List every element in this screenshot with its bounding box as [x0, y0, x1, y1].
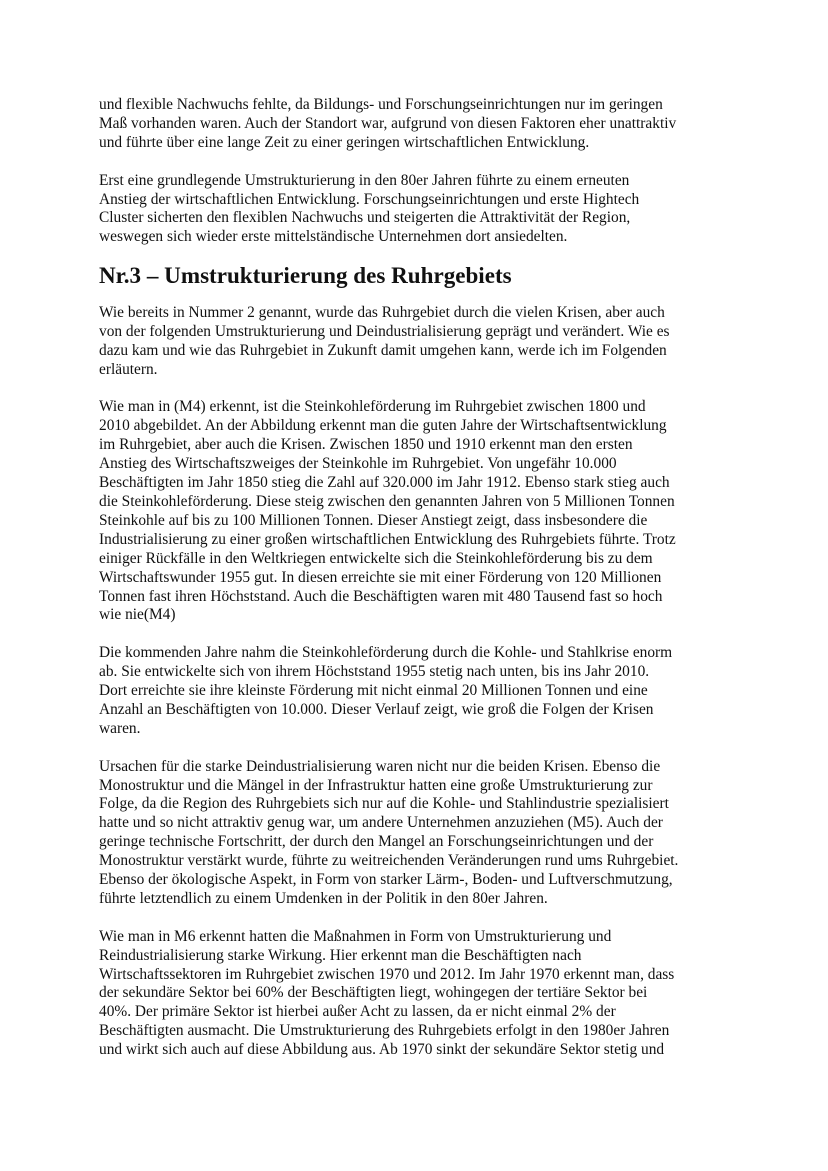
text-line: Cluster sicherten den flexiblen Nachwuchs und steigerten die Attraktivität der Region,	[99, 209, 631, 227]
text-line: Maß vorhanden waren. Auch der Standort war, aufgrund von diesen Faktoren eher unattraktiv	[99, 114, 677, 132]
text-line: 2010 abgebildet. An der Abbildung erkennt man die guten Jahre der Wirtschaftsentwicklung	[99, 417, 667, 435]
text-line: Dort erreichte sie ihre kleinste Förderung mit nicht einmal 20 Millionen Tonnen und eine	[99, 682, 648, 700]
paragraph-5	[99, 644, 739, 739]
text-line: Monostruktur und die Mängel in der Infrastruktur hatten eine große Umstrukturierung zur	[99, 776, 653, 794]
text-line: Anstieg der wirtschaftlichen Entwicklung. Forschungseinrichtungen und erste Hightech	[99, 190, 640, 208]
heading-text: Nr.3 – Umstrukturierung des Ruhrgebiets	[99, 262, 512, 289]
text-line: im Ruhrgebiet, aber auch die Krisen. Zwischen 1850 und 1910 erkennt man den ersten	[99, 436, 633, 454]
text-line: Industrialisierung zu einer großen wirtschaftlichen Entwicklung des Ruhrgebiets führte. Trotz	[99, 530, 676, 548]
paragraph-1	[99, 96, 739, 153]
text-line: führte letztendlich zu einem Umdenken in der Politik in den 80er Jahren.	[99, 889, 548, 907]
paragraph-6	[99, 758, 739, 909]
text-line: Wirtschaftssektoren im Ruhrgebiet zwischen 1970 und 2012. Im Jahr 1970 erkennt man, dass	[99, 965, 675, 983]
text-line: geringe technische Fortschritt, der durch den Mangel an Forschungseinrichtungen und der	[99, 833, 654, 851]
text-line: Beschäftigten ausmacht. Die Umstrukturierung des Ruhrgebiets erfolgt in den 1980er Jahren	[99, 1022, 670, 1040]
text-line: ab. Sie entwickelte sich von ihrem Höchststand 1955 stetig nach unten, bis ins Jahr 2010.	[99, 663, 650, 681]
paragraph-3	[99, 304, 739, 380]
text-line: von der folgenden Umstrukturierung und Deindustrialisierung geprägt und verändert. Wie es	[99, 322, 670, 340]
text-line: Wie bereits in Nummer 2 genannt, wurde das Ruhrgebiet durch die vielen Krisen, aber auch	[99, 303, 665, 321]
text-line: Erst eine grundlegende Umstrukturierung in den 80er Jahren führte zu einem erneuten	[99, 171, 630, 189]
text-line: und führte über eine lange Zeit zu einer geringen wirtschaftlichen Entwicklung.	[99, 133, 590, 151]
text-line: Anstieg des Wirtschaftszweiges der Steinkohle im Ruhrgebiet. Von ungefähr 10.000	[99, 455, 617, 473]
text-line: erläutern.	[99, 360, 158, 378]
text-line: Beschäftigten im Jahr 1850 stieg die Zahl auf 320.000 im Jahr 1912. Ebenso stark stieg auch	[99, 474, 670, 492]
text-line: waren.	[99, 719, 141, 737]
text-line: Reindustrialisierung starke Wirkung. Hier erkennt man die Beschäftigten nach	[99, 946, 582, 964]
paragraph-2	[99, 172, 739, 248]
text-line: einiger Rückfälle in den Weltkriegen entwickelte sich die Steinkohleförderung bis zu dem	[99, 549, 653, 567]
text-line: Die kommenden Jahre nahm die Steinkohleförderung durch die Kohle- und Stahlkrise enorm	[99, 644, 673, 662]
section-heading	[99, 262, 739, 289]
text-line: Folge, da die Region des Ruhrgebiets sich nur auf die Kohle- und Stahlindustrie spezialisiert	[99, 795, 669, 813]
text-line: weswegen sich wieder erste mittelständische Unternehmen dort ansiedelten.	[99, 228, 568, 246]
text-line: 40%. Der primäre Sektor ist hierbei außer Acht zu lassen, da er nicht einmal 2% der	[99, 1003, 616, 1021]
text-line: Wie man in (M4) erkennt, ist die Steinkohleförderung im Ruhrgebiet zwischen 1800 und	[99, 398, 646, 416]
text-line: Wie man in M6 erkennt hatten die Maßnahmen in Form von Umstrukturierung und	[99, 927, 612, 945]
paragraph-4	[99, 398, 739, 625]
text-line: wie nie(M4)	[99, 606, 176, 624]
text-line: hatte und so nicht attraktiv genug war, um andere Unternehmen anzuziehen (M5). Auch der	[99, 814, 663, 832]
text-line: Anzahl an Beschäftigten von 10.000. Dieser Verlauf zeigt, wie groß die Folgen der Krisen	[99, 700, 654, 718]
text-line: Wirtschaftswunder 1955 gut. In diesen erreichte sie mit einer Förderung von 120 Millionen	[99, 568, 662, 586]
text-line: und wirkt sich auch auf diese Abbildung aus. Ab 1970 sinkt der sekundäre Sektor stetig und	[99, 1041, 665, 1059]
text-line: Ebenso der ökologische Aspekt, in Form von starker Lärm-, Boden- und Luftverschmutzung,	[99, 871, 673, 889]
document-body	[99, 96, 739, 1079]
text-line: Monostruktur verstärkt wurde, führte zu weitreichenden Veränderungen rund ums Ruhrgebiet.	[99, 852, 679, 870]
text-line: die Steinkohleförderung. Diese steig zwischen den genannten Jahren von 5 Millionen Tonnen	[99, 492, 675, 510]
text-line: und flexible Nachwuchs fehlte, da Bildungs- und Forschungseinrichtungen nur im geringen	[99, 96, 663, 113]
text-line: Tonnen fast ihren Höchststand. Auch die Beschäftigten waren mit 480 Tausend fast so hoch	[99, 587, 663, 605]
text-line: der sekundäre Sektor bei 60% der Beschäftigten liegt, wohingegen der tertiäre Sektor bei	[99, 984, 648, 1002]
paragraph-7	[99, 928, 739, 1060]
text-line: Steinkohle auf bis zu 100 Millionen Tonnen. Dieser Anstiegt zeigt, dass insbesondere die	[99, 511, 648, 529]
text-line: dazu kam und wie das Ruhrgebiet in Zukunft damit umgehen kann, werde ich im Folgenden	[99, 341, 667, 359]
text-line: Ursachen für die starke Deindustrialisierung waren nicht nur die beiden Krisen. Ebenso die	[99, 757, 661, 775]
